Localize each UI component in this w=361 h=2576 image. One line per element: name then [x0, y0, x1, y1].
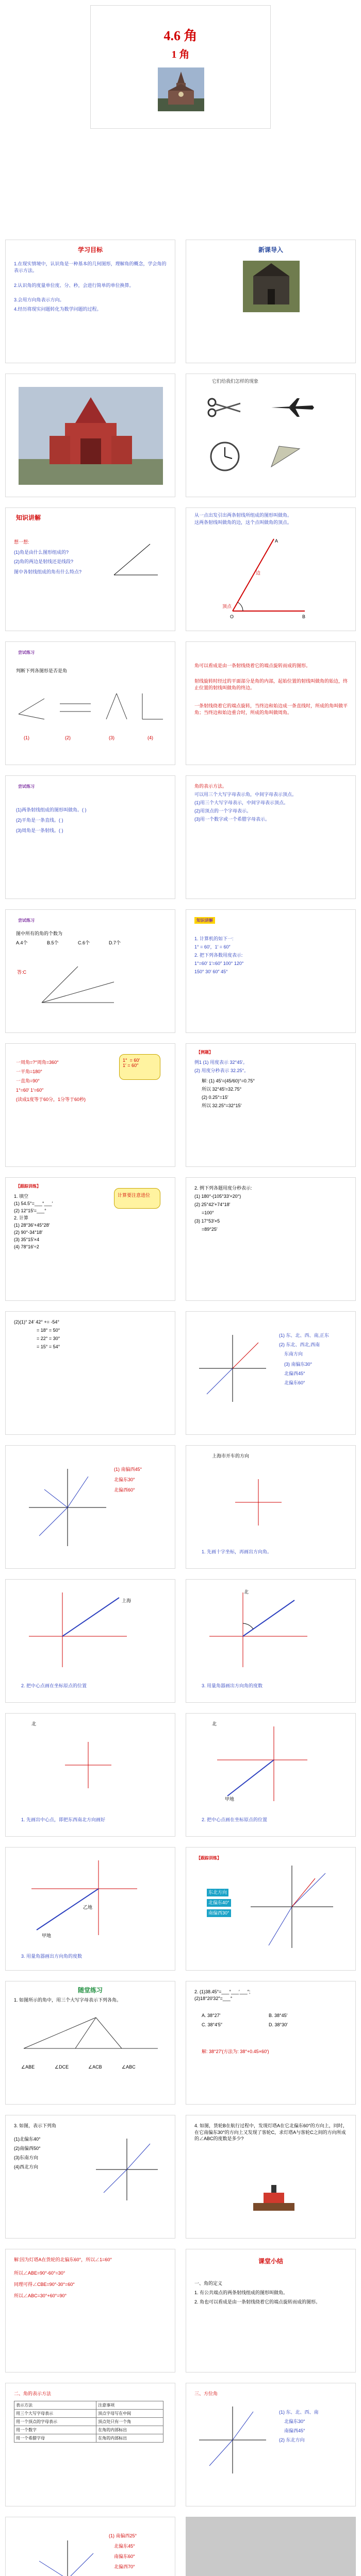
rotation-para-1: 角可以看成是由一条射线绕着它的端点旋转而成的图形。	[194, 663, 311, 668]
practice-3-item-1: (1)北偏东40°	[14, 2137, 41, 2142]
compass-2-line-2: 北偏东30°	[114, 1477, 135, 1482]
practice-3-item-2: (2)南偏西50°	[14, 2146, 41, 2151]
calc-3: (2) 25°42′+74°18′	[194, 1202, 231, 1207]
slide-calc	[186, 1177, 356, 1301]
slide-drawing-2	[5, 1579, 175, 1703]
slide-angles-calc	[5, 1311, 175, 1435]
goals-heading: 学习目标	[77, 246, 103, 253]
slide-drawing-5	[186, 1713, 356, 1837]
slide-practice-2	[186, 1981, 356, 2105]
example-1: 例1 (1) 用度表示 32°45′。	[194, 1060, 248, 1065]
table-cell: 在角的内部标出	[96, 2434, 163, 2443]
intro-heading: 新课导入	[258, 246, 283, 253]
training-tag: 【跟踪训练】	[16, 1184, 41, 1189]
drawing-1-title: 上海市开车的方向	[212, 1453, 250, 1459]
slide-count	[5, 909, 175, 1033]
tf-1: (1)两条射线组成的图形叫做角。( )	[16, 807, 87, 812]
compass-1-line-5: 北偏西45°	[284, 1371, 305, 1376]
angle-sketch	[109, 539, 160, 580]
count-question: 图中所有的角的个数为	[16, 931, 63, 936]
final-1: (1) 南偏西25°	[109, 2533, 137, 2538]
training-3: (2) 12°15′=___°	[14, 1208, 46, 1213]
practice-2-opt-a: A. 38°27′	[202, 2013, 221, 2018]
phenomena-caption: 它们给我们怎样的现象	[212, 379, 259, 384]
judge-question: 判断下列各图形是否是角	[16, 668, 68, 673]
degree-line-1: 1. 计算机的如下一:	[194, 936, 234, 941]
slide-goals	[5, 240, 175, 363]
practice-2-opt-c: C. 38°4′5″	[202, 2022, 222, 2027]
calc-5: (3) 17°53′×5	[194, 1218, 220, 1224]
practice-opt-3: ∠ACB	[88, 2064, 102, 2070]
practice-question: 1. 如图所示的角中，用三个大写字母表示下列各角。	[14, 1997, 122, 2003]
vertex-label: 顶点	[222, 604, 232, 609]
drawing-4-north: 北	[31, 1721, 37, 1726]
compass-1-line-2: (2) 东北、西北,西南	[279, 1342, 320, 1347]
slide-phenomena	[186, 374, 356, 497]
drawing-6-label: 甲地	[42, 1933, 52, 1938]
drawing-5-north: 北	[212, 1721, 217, 1726]
question-1: (1)角是由什么图形组成的?	[14, 550, 69, 555]
knowledge-heading: 知识讲解	[16, 514, 41, 521]
training-2-figure	[248, 1863, 336, 1951]
side-label: 边	[256, 570, 261, 575]
final-2: 北偏东45°	[114, 2544, 135, 2549]
slide-training	[5, 1177, 175, 1301]
angcalc-3: = 22° = 30°	[37, 1336, 60, 1341]
compass-2-line-1: (1) 南偏西45°	[114, 1467, 142, 1472]
notation-5: (3)用一个数字或一个希腊字母表示。	[194, 817, 270, 822]
question-2: (2)角的两边是射线还是线段?	[14, 559, 74, 564]
compass-1-line-3: 东南方向	[284, 1351, 303, 1357]
ship-figure	[243, 2177, 305, 2218]
degree-line-2: 1° = 60′，1′ = 60″	[194, 944, 231, 950]
deck-title: 4.6 角	[163, 28, 198, 43]
rotation-para-2: 射线旋转时经过的平面部分是角的内部，起始位置的射线叫做角的始边，终止位置的射线叫做角的终边。	[194, 679, 348, 690]
training-2-line-3: 南偏西30°	[207, 1909, 231, 1917]
angcalc-4: = 15° = 54°	[37, 1344, 60, 1349]
option-2: (2)	[65, 735, 71, 740]
th-method: 表示方法	[14, 2401, 96, 2410]
example-3: 解: (1) 45′=(45/60)°=0.75°	[202, 1078, 255, 1083]
slide-notation	[186, 775, 356, 899]
bearing-3: 南偏西45°	[284, 2428, 305, 2433]
judge-figures	[13, 688, 168, 730]
practice-opt-2: ∠DCE	[55, 2064, 69, 2070]
solution-4: 所以∠ABC=30°+60°=90°	[14, 2293, 67, 2298]
calc-2: (1) 180°-(105°33′+20°)	[194, 1194, 241, 1199]
drawing-3-figure	[207, 1590, 310, 1672]
table-cell: 用一个希腊字母	[14, 2434, 96, 2443]
practice-figure	[19, 2012, 163, 2054]
goal-3: 3.会用方向角表示方向。	[14, 297, 64, 302]
count-opt-d: D.7个	[109, 940, 121, 945]
drawing-4-caption: 1. 先画出中心点，即把东西南北方向画好	[21, 1817, 106, 1822]
practice-4-question: 4. 如图，货轮B在航行过程中，发现灯塔A在它北偏东60°的方向上，同时，在它南偏东30°的方向上又发现了客轮C，求灯塔A与客轮C之间的方向所成的∠ABC的度数是多少?	[194, 2123, 348, 2142]
training-5: (1) 28°36′+45°28′	[14, 1223, 50, 1228]
option-3: (3)	[109, 735, 114, 740]
notation-4: (2)用顶点的一个字母表示。	[194, 808, 252, 814]
slide-drawing-6	[5, 1847, 175, 1971]
training-4: 2. 计算	[14, 1215, 29, 1221]
final-3: 南偏东60°	[114, 2554, 135, 2559]
slide-drawing-4	[5, 1713, 175, 1837]
training-2-line-1: 东北方向	[207, 1889, 228, 1896]
slide-judge	[5, 641, 175, 765]
practice-3-item-3: (3)东南方向	[14, 2155, 38, 2160]
slide-drawing-3	[186, 1579, 356, 1703]
airplane-icon	[269, 397, 315, 418]
example-4: 所以 32°45′=32.75°	[202, 1087, 242, 1092]
goal-2: 2.认识角的度量单位度、分、秒，会进行简单的单位换算。	[14, 283, 134, 288]
unit-line-3: 一直角=90°	[16, 1078, 40, 1083]
tf-2: (2)平角是一条直线。( )	[16, 818, 63, 823]
degree-tag: 知识讲解	[194, 917, 215, 924]
slide-training-2	[186, 1847, 356, 1971]
example-2: (2) 用度分秒表示 32.25°。	[194, 1068, 249, 1073]
degree-line-5: 150° 30′ 60″ 45°	[194, 969, 228, 974]
drawing-2-caption: 2. 把中心点画在坐标原点的位置	[21, 1683, 87, 1688]
training-bubble: 计算要注意进位	[114, 1188, 160, 1209]
compass-2-line-3: 北偏西60°	[114, 1487, 135, 1493]
notation-table-tag: 二、角的表示方法	[14, 2391, 52, 2396]
drawing-6-figure	[21, 1858, 140, 1940]
slide-compass-2	[5, 1445, 175, 1569]
notation-3: (1)用三个大写字母表示，中间字母表示顶点。	[194, 800, 289, 805]
trailing-gray-panel	[186, 2517, 356, 2576]
bearing-tag: 三、方位角	[194, 2391, 218, 2396]
option-4: (4)	[147, 735, 153, 740]
angcalc-2: = 18° = 50°	[37, 1328, 60, 1333]
table-cell: 顶点处只有一个角	[96, 2418, 163, 2426]
summary-3: 2. 角也可以看成是由一条射线绕着它的端点旋转而成的图形。	[194, 2299, 321, 2304]
scissors-icon	[207, 397, 243, 418]
slide-intro	[186, 240, 356, 363]
count-opt-b: B.5个	[47, 940, 59, 945]
count-tag: 尝试练习	[18, 918, 35, 923]
bearing-2: 北偏东30°	[284, 2419, 305, 2424]
angcalc-1: (2)(1)° 24′ 42° += -54°	[14, 1319, 60, 1325]
slide-degree	[186, 909, 356, 1033]
clock-icon	[209, 441, 240, 472]
drawing-2-figure	[26, 1590, 132, 1672]
unit-line-1: 一周角=?°周角=360°	[16, 1060, 59, 1065]
bearing-1: (1) 东、北、西、南	[279, 2410, 319, 2415]
question-note: 图中各射线组成的角有什么特点?	[14, 569, 82, 574]
slide-compass-1	[186, 1311, 356, 1435]
notation-1: 角的表示方法。	[194, 784, 227, 789]
unit-line-2: 一平角=180°	[16, 1069, 42, 1074]
count-opt-a: A.4个	[16, 940, 28, 945]
practice-3-item-4: (4)西北方向	[14, 2164, 38, 2170]
practice-opt-1: ∠ABE	[21, 2064, 35, 2070]
table-cell: 顶点字母写在中间	[96, 2410, 163, 2418]
definition-line-1: 从一点出发引出两条射线所组成的图形叫做角。	[194, 513, 292, 518]
slide-drawing-1	[186, 1445, 356, 1569]
slide-practice-4	[186, 2115, 356, 2239]
castle-photo	[243, 261, 300, 312]
example-5: (2) 0.25°=15′	[202, 1095, 228, 1100]
practice-2-answer: 解: 38°27′(方法为: 38°+0.45×60′)	[202, 2049, 269, 2054]
tf-3: (3)周角是一条射线。( )	[16, 828, 63, 833]
training-8: (4) 78°16′÷2	[14, 1244, 39, 1249]
degree-line-4: 1°=60′ 1′=60″ 100° 120°	[194, 961, 244, 966]
slide-final-compass	[5, 2517, 175, 2576]
degree-line-3: 2. 把下列各数用度表示:	[194, 953, 243, 958]
count-figure	[37, 961, 119, 1008]
example-tag: 【例题】	[196, 1050, 213, 1055]
compass-1-line-6: 北偏东60°	[284, 1380, 305, 1385]
slide-unit-conv	[5, 1043, 175, 1167]
solution-3: 同理可得∠CBE=90°-30°=60°	[14, 2282, 75, 2287]
slide-bearing-summary	[186, 2383, 356, 2506]
table-cell: 用一个顶点的字母表示	[14, 2418, 96, 2426]
unit-bubble: 1° = 60′ 1′ = 60″	[119, 1054, 160, 1080]
compass-figure-2	[26, 1466, 109, 1549]
slide-rotation	[186, 641, 356, 765]
slide-notation-table	[5, 2383, 175, 2506]
example-6: 所以 32.25°=32°15′	[202, 1103, 242, 1108]
compass-1-line-1: (1) 东、北、西、南,正东	[279, 1333, 330, 1338]
final-compass-figure	[26, 2538, 109, 2576]
drawing-2-label: 上海	[122, 1598, 132, 1603]
slide-summary	[186, 2249, 356, 2372]
training-7: (3) 35°15′×4	[14, 1237, 40, 1242]
slide-example	[186, 1043, 356, 1167]
table-cell: 在角的内部标出	[96, 2426, 163, 2434]
practice-2-opt-b: B. 38°45′	[269, 2013, 288, 2018]
church-photo	[158, 67, 204, 111]
deck-subtitle: 1 角	[171, 49, 190, 60]
notation-2: 可以用三个大写字母表示角，中间字母表示顶点。	[194, 792, 297, 797]
label-A: A	[275, 538, 278, 544]
axes-cross	[233, 1477, 284, 1528]
table-cell: 用三个大写字母表示	[14, 2410, 96, 2418]
summary-heading: 课堂小结	[258, 2258, 283, 2265]
drawing-6-caption: 3. 用量角器画出方向角的度数	[21, 1954, 83, 1959]
folding-fan-icon	[269, 444, 305, 469]
notation-table	[14, 2401, 163, 2443]
calc-6: =89°25′	[202, 1227, 218, 1232]
practice-2-opt-d: D. 38°30′	[269, 2022, 288, 2027]
calc-1: 2. 例下列各题用度分秒表示:	[194, 1185, 252, 1191]
training-2: (1) 54.5°=___°___′	[14, 1201, 53, 1206]
drawing-1-caption: 1. 先画十字坐标，再画出方向角。	[202, 1549, 272, 1554]
slide-definition	[186, 507, 356, 631]
th-note: 注意事项	[96, 2401, 163, 2410]
practice-3-question: 3. 如图，表示下列角	[14, 2123, 57, 2128]
drawing-6-north: 乙地	[83, 1905, 93, 1910]
practice-3-figure	[93, 2136, 160, 2203]
slide-church	[5, 374, 175, 497]
drawing-5-caption: 2. 把中心点画在坐标原点的位置	[202, 1817, 268, 1822]
slide-title	[90, 5, 271, 129]
drawing-3-label: 北	[244, 1589, 249, 1595]
compass-figure	[196, 1332, 269, 1404]
table-cell: 用一个数字	[14, 2426, 96, 2434]
count-opt-c: C.6个	[78, 940, 90, 945]
option-1: (1)	[24, 735, 29, 740]
drawing-4-figure	[62, 1739, 114, 1791]
bearing-figure	[196, 2404, 269, 2476]
final-4: 北偏西70°	[114, 2564, 135, 2569]
training-2-tag: 【跟踪训练】	[196, 1856, 221, 1860]
compass-1-line-4: (3) 南偏东30°	[284, 1362, 313, 1367]
red-church-photo	[19, 387, 163, 485]
training-2-line-2: 北偏东40°	[207, 1899, 231, 1907]
summary-1: 一、角的定义	[194, 2281, 223, 2286]
practice-2-question: 2. (1)38.45°=___°___′___″; (2)18°20′32″=___°	[194, 1989, 251, 2001]
solution-2: 所以∠ABE=90°-60°=30°	[14, 2270, 65, 2276]
truefalse-tag: 尝试练习	[18, 784, 35, 789]
slide-truefalse	[5, 775, 175, 899]
drawing-5-label: 甲地	[225, 1797, 235, 1802]
think-label: 想一想:	[14, 539, 29, 545]
drawing-3-caption: 3. 用量角器画出方向角的度数	[202, 1683, 263, 1688]
practice-heading: 随堂练习	[77, 1987, 103, 1994]
definition-line-2: 这两条射线叫做角的边，这个点叫做角的顶点。	[194, 520, 292, 525]
label-B: B	[302, 614, 306, 619]
training-6: (2) 90°-34°18′	[14, 1230, 43, 1235]
solution-1: 解:因为灯塔A在货轮的北偏东60°，所以∠1=60°	[14, 2257, 112, 2262]
goal-1: 1.在现实情境中，认识角是一种基本的几何图形，理解角的概念，学会角的表示方法。	[14, 261, 167, 273]
goal-4: 4.经历将现实问题转化为数学问题的过程。	[14, 307, 102, 312]
summary-2: 1. 有公共端点的两条射线组成的图形叫做角。	[194, 2290, 288, 2295]
slide-solution	[5, 2249, 175, 2372]
practice-opt-4: ∠ABC	[122, 2064, 136, 2070]
drawing-5-figure	[207, 1724, 310, 1806]
slide-knowledge	[5, 507, 175, 631]
slide-practice-3	[5, 2115, 175, 2239]
unit-line-4: 1°=60′ 1′=60″	[16, 1088, 44, 1093]
rotation-para-3: 一条射线绕着它的端点旋转，当终边和始边成一条直线时，所成的角叫做平角；当终边和始边重合时，所成的角叫做周角。	[194, 703, 348, 715]
training-1: 1. 填空	[14, 1194, 29, 1199]
count-answer: 答:C	[17, 970, 27, 975]
slide-practice	[5, 1981, 175, 2105]
label-O: O	[230, 614, 234, 619]
practice-tag: 尝试练习	[18, 650, 35, 655]
bearing-4: (2) 东北方向	[279, 2437, 305, 2443]
unit-line-5: (读成1度等于60分，1分等于60秒)	[16, 1097, 86, 1102]
calc-4: =100°	[202, 1210, 214, 1215]
